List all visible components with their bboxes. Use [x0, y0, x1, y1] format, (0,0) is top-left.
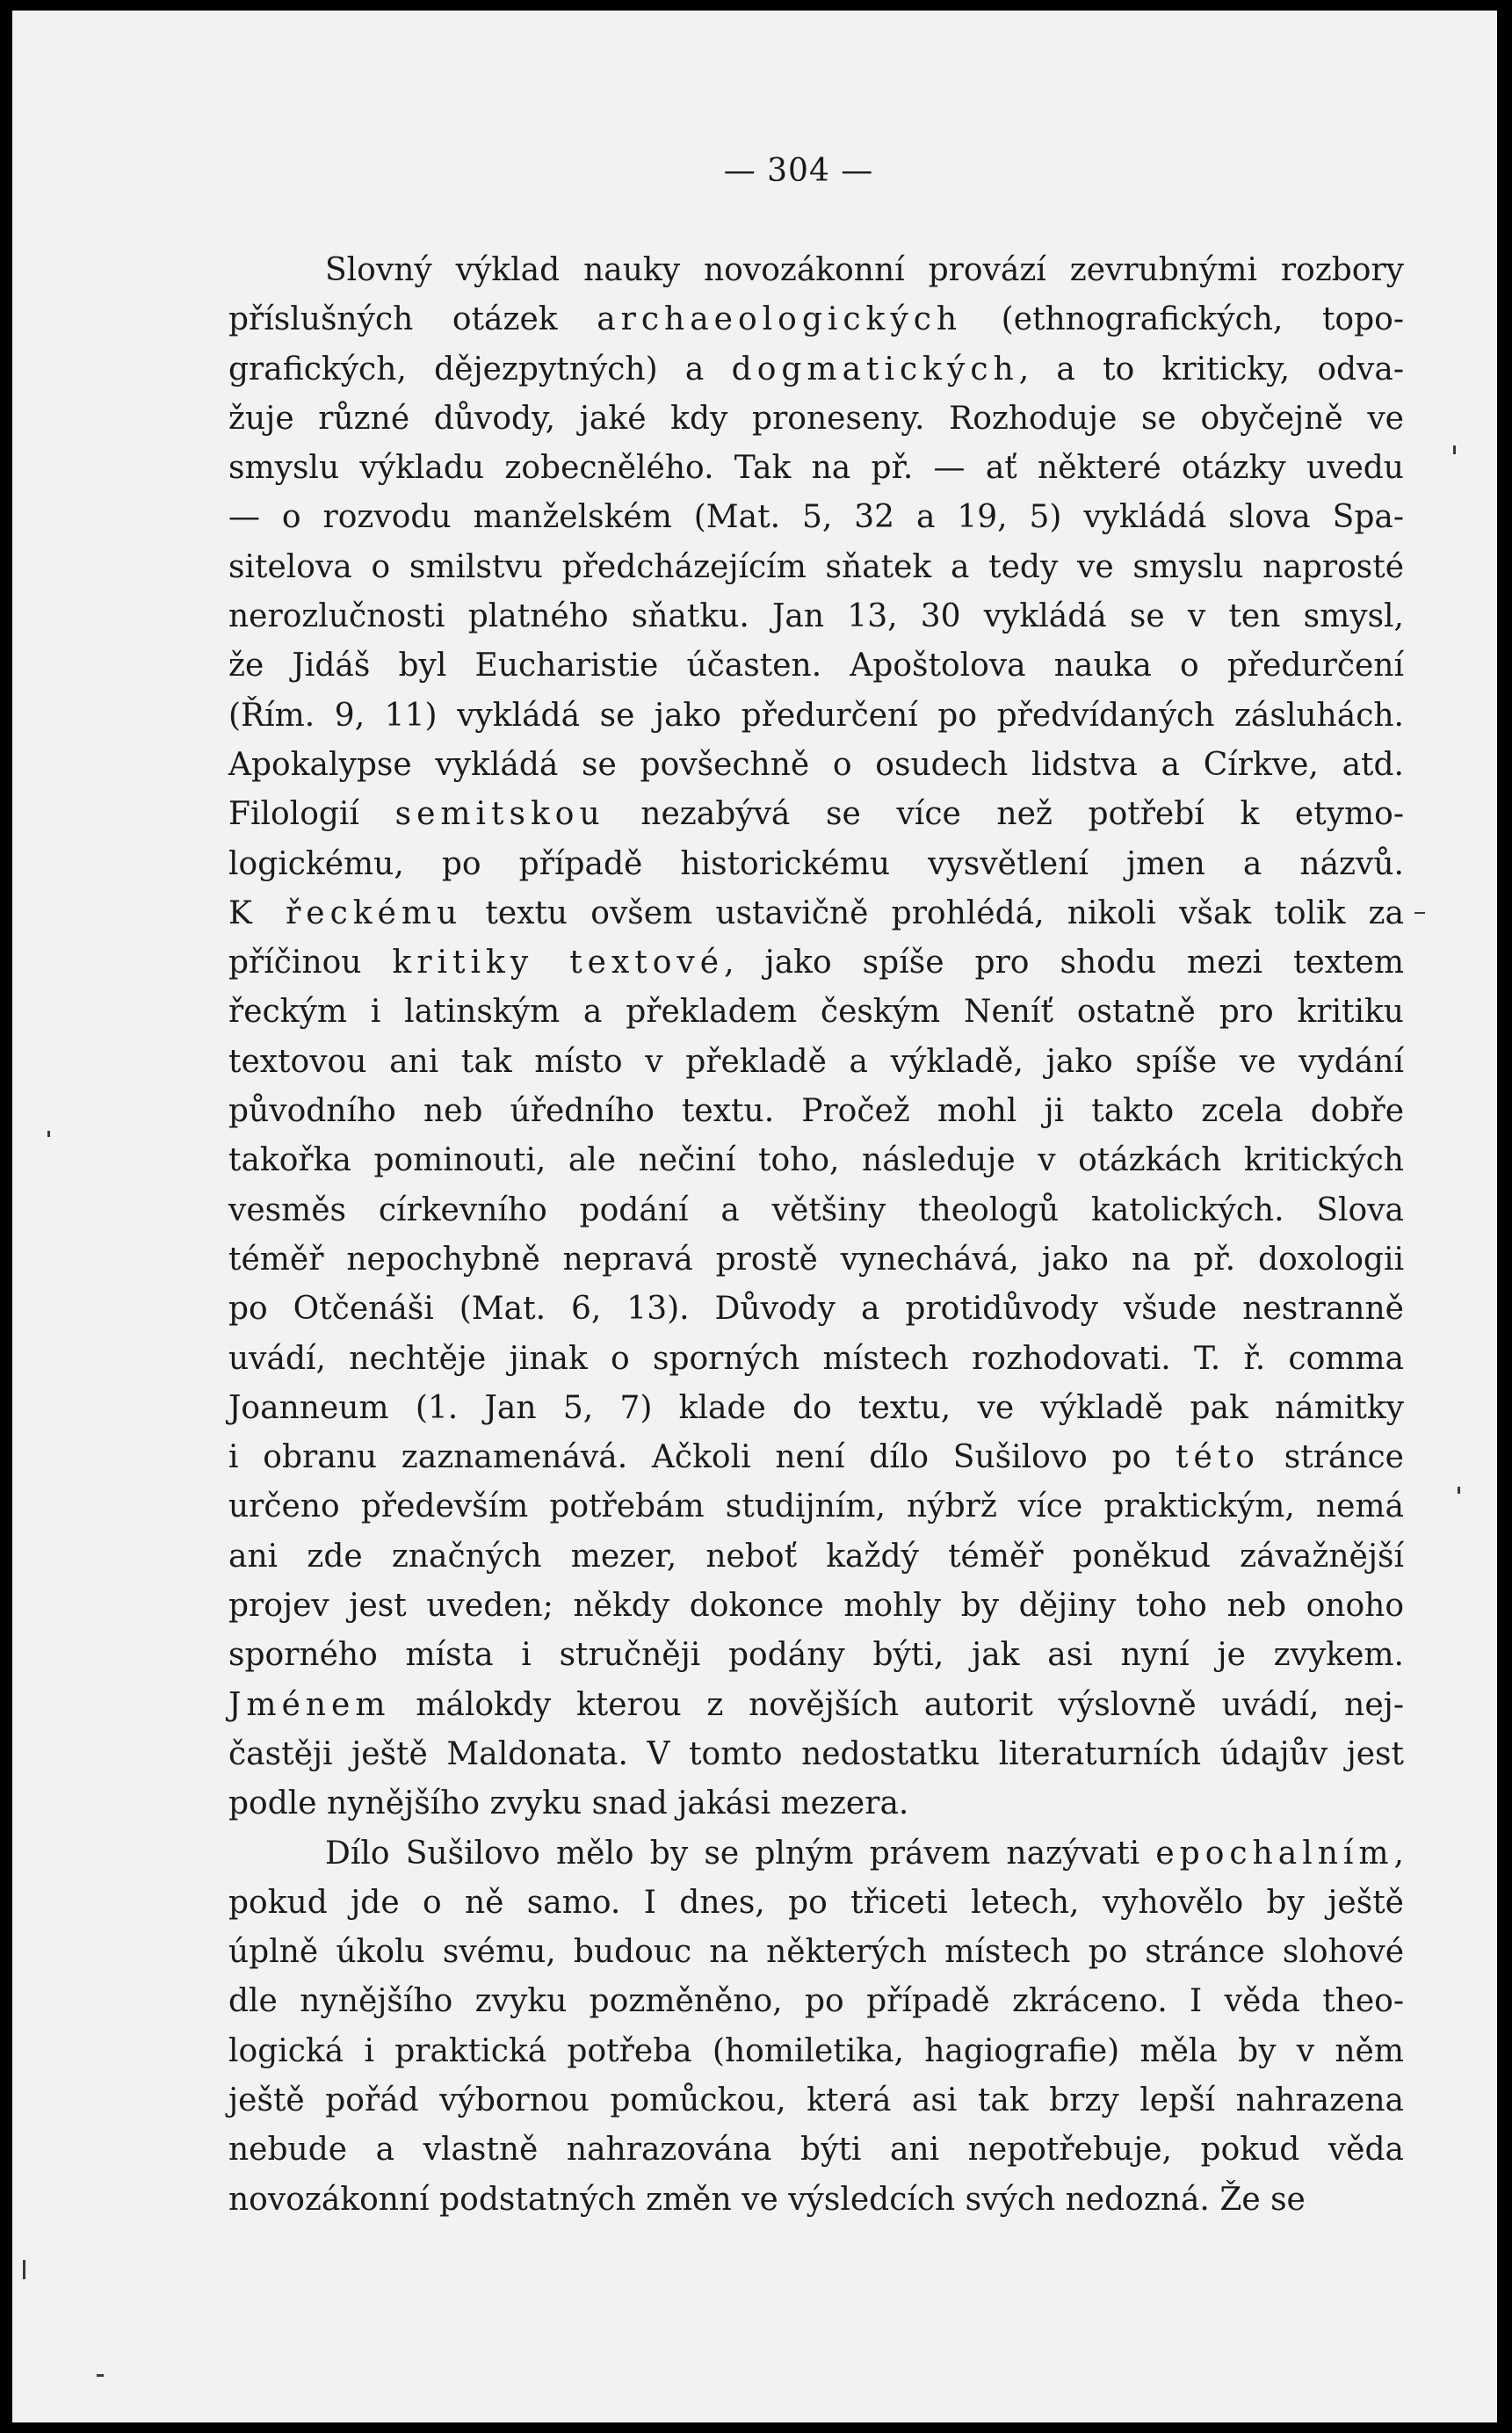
- line-text: nerozlučnosti platného sňatku. Jan 13, 30 vykládá se v ten smysl,: [228, 598, 1404, 635]
- line-text: logická i praktická potřeba (homiletika, hagiografie) měla by v něm: [228, 2032, 1404, 2069]
- text-line: [228, 1681, 1404, 1730]
- line-text: , a to kriticky, odva-: [1018, 351, 1404, 387]
- line-text: novozákonní podstatných změn ve výsledcích svých nedozná. Že se: [228, 2181, 1306, 2218]
- line-text: určeno především potřebám studijním, nýbrž více praktickým, nemá: [228, 1488, 1404, 1525]
- text-line: [228, 1136, 1404, 1185]
- line-text: ,: [1393, 1835, 1404, 1872]
- margin-speck: [1414, 912, 1425, 914]
- spaced-emphasis: epochalním: [1155, 1835, 1394, 1872]
- line-text: Dílo Sušilovo mělo by se plným právem nazývati: [325, 1835, 1156, 1872]
- text-line: [228, 2076, 1404, 2125]
- line-text: logickému, po případě historickému vysvětlení jmen a názvů.: [228, 845, 1404, 882]
- margin-speck: [47, 1131, 50, 1137]
- body-text: [228, 246, 1404, 2225]
- text-line: [228, 641, 1404, 691]
- text-line: [228, 1730, 1404, 1779]
- spaced-emphasis: Jménem: [228, 1686, 391, 1723]
- line-text: uvádí, nechtěje jinak o sporných místech rozhodovati. T. ř. comma: [228, 1340, 1404, 1377]
- text-line: [228, 790, 1404, 839]
- line-text: smyslu výkladu zobecnělého. Tak na př. — ať některé otázky uvedu: [228, 450, 1404, 487]
- text-line: [228, 1977, 1404, 2026]
- text-line: [228, 1779, 1404, 1828]
- line-text: podle nynějšího zvyku snad jakási mezera.: [228, 1785, 909, 1822]
- text-line: [228, 295, 1404, 344]
- line-text: (Řím. 9, 11) vykládá se jako předurčení po předvídaných zásluhách.: [228, 697, 1404, 734]
- text-line: [228, 1186, 1404, 1235]
- margin-speck: [1453, 445, 1456, 454]
- text-line: [228, 345, 1404, 395]
- text-line: [228, 1235, 1404, 1285]
- margin-speck: [97, 2374, 104, 2377]
- text-line: [228, 246, 1404, 295]
- line-text: téměř nepochybně nepravá prostě vynechává, jako na př. doxologii: [228, 1241, 1404, 1278]
- text-line: [228, 1532, 1404, 1582]
- line-text: stránce: [1259, 1439, 1404, 1476]
- text-line: [228, 1879, 1404, 1928]
- line-text: (ethnografických, topo-: [962, 301, 1404, 338]
- line-text: textu ovšem ustavičně prohlédá, nikoli však tolik za: [462, 894, 1404, 931]
- text-line: [228, 1335, 1404, 1384]
- line-text: ani zde značných mezer, neboť každý téměř poněkud závažnější: [228, 1538, 1404, 1575]
- line-text: dle nynějšího zvyku pozměněno, po případě zkráceno. I věda theo-: [228, 1983, 1404, 2020]
- text-line: [228, 889, 1404, 938]
- line-text: po Otčenáši (Mat. 6, 13). Důvody a protidůvody všude nestranně: [228, 1291, 1404, 1328]
- text-line: [228, 493, 1404, 542]
- text-line: [228, 1482, 1404, 1531]
- line-text: vesměs církevního podání a většiny theologů katolických. Slova: [228, 1191, 1404, 1228]
- text-line: [228, 2125, 1404, 2175]
- text-line: [228, 741, 1404, 790]
- line-text: sitelova o smilstvu předcházejícím sňatek a tedy ve smyslu naprosté: [228, 548, 1404, 585]
- line-text: pokud jde o ně samo. I dnes, po třiceti letech, vyhovělo by ještě: [228, 1884, 1404, 1921]
- margin-speck: [23, 2260, 25, 2279]
- line-text: , jako spíše pro shodu mezi textem: [724, 945, 1404, 981]
- line-text: — o rozvodu manželském (Mat. 5, 32 a 19, 5) vykládá slova Spa-: [228, 499, 1404, 536]
- text-line: [228, 988, 1404, 1037]
- text-line: [228, 1928, 1404, 1977]
- line-text: textovou ani tak místo v překladě a výkladě, jako spíše ve vydání: [228, 1043, 1404, 1080]
- line-text: ještě pořád výbornou pomůckou, která asi tak brzy lepší nahrazena: [228, 2082, 1404, 2118]
- book-page: [12, 11, 1497, 2422]
- line-text: málokdy kterou z novějších autorit výslovně uvádí, nej-: [390, 1686, 1404, 1723]
- text-line: [228, 395, 1404, 444]
- spaced-emphasis: kritiky textové: [392, 945, 725, 981]
- text-line: [228, 1829, 1404, 1879]
- line-text: i obranu zaznamenává. Ačkoli není dílo Sušilovo po: [228, 1439, 1176, 1476]
- spaced-emphasis: archaeologických: [597, 301, 963, 338]
- line-text: nezabývá se více než potřebí k etymo-: [604, 796, 1404, 833]
- line-text: grafických, dějezpytných) a: [228, 351, 732, 387]
- line-text: úplně úkolu svému, budouc na některých místech po stránce slohové: [228, 1934, 1404, 1971]
- margin-speck: [1458, 1487, 1460, 1494]
- text-line: [228, 1582, 1404, 1631]
- spaced-emphasis: semitskou: [394, 796, 605, 833]
- line-text: původního neb úředního textu. Pročež mohl ji takto zcela dobře: [228, 1093, 1404, 1130]
- line-text: Apokalypse vykládá se povšechně o osudech lidstva a Církve, atd.: [228, 746, 1404, 783]
- line-text: žuje různé důvody, jaké kdy proneseny. Rozhoduje se obyčejně ve: [228, 400, 1404, 437]
- text-line: [228, 1285, 1404, 1334]
- text-line: [228, 2027, 1404, 2076]
- spaced-emphasis: této: [1176, 1439, 1260, 1476]
- text-line: [228, 840, 1404, 889]
- spaced-emphasis: K řeckému: [228, 894, 463, 931]
- text-line: [228, 692, 1404, 741]
- line-text: takořka pominouti, ale nečiní toho, následuje v otázkách kritických: [228, 1142, 1404, 1179]
- line-text: řeckým i latinským a překladem českým Neníť ostatně pro kritiku: [228, 994, 1404, 1031]
- line-text: nebude a vlastně nahrazována býti ani nepotřebuje, pokud věda: [228, 2132, 1404, 2169]
- page-number: — 304 —: [723, 153, 874, 189]
- text-line: [228, 2176, 1404, 2225]
- text-line: [228, 938, 1404, 988]
- line-text: Joanneum (1. Jan 5, 7) klade do textu, ve výkladě pak námitky: [228, 1389, 1404, 1426]
- line-text: sporného místa i stručněji podány býti, jak asi nyní je zvykem.: [228, 1637, 1404, 1674]
- line-text: častěji ještě Maldonata. V tomto nedostatku literaturních údajův jest: [228, 1735, 1404, 1772]
- line-text: Filologií: [228, 796, 395, 833]
- text-line: [228, 1038, 1404, 1087]
- text-line: [228, 1433, 1404, 1482]
- line-text: projev jest uveden; někdy dokonce mohly by dějiny toho neb onoho: [228, 1588, 1404, 1625]
- line-text: Slovný výklad nauky novozákonní provází zevrubnými rozbory: [325, 252, 1404, 288]
- line-text: příčinou: [228, 945, 393, 981]
- text-line: [228, 1384, 1404, 1433]
- text-line: [228, 444, 1404, 493]
- line-text: že Jidáš byl Eucharistie účasten. Apoštolova nauka o předurčení: [228, 648, 1404, 684]
- text-line: [228, 1631, 1404, 1680]
- text-line: [228, 543, 1404, 592]
- text-line: [228, 1087, 1404, 1136]
- line-text: příslušných otázek: [228, 301, 597, 338]
- spaced-emphasis: dogmatických: [731, 351, 1019, 387]
- text-line: [228, 592, 1404, 641]
